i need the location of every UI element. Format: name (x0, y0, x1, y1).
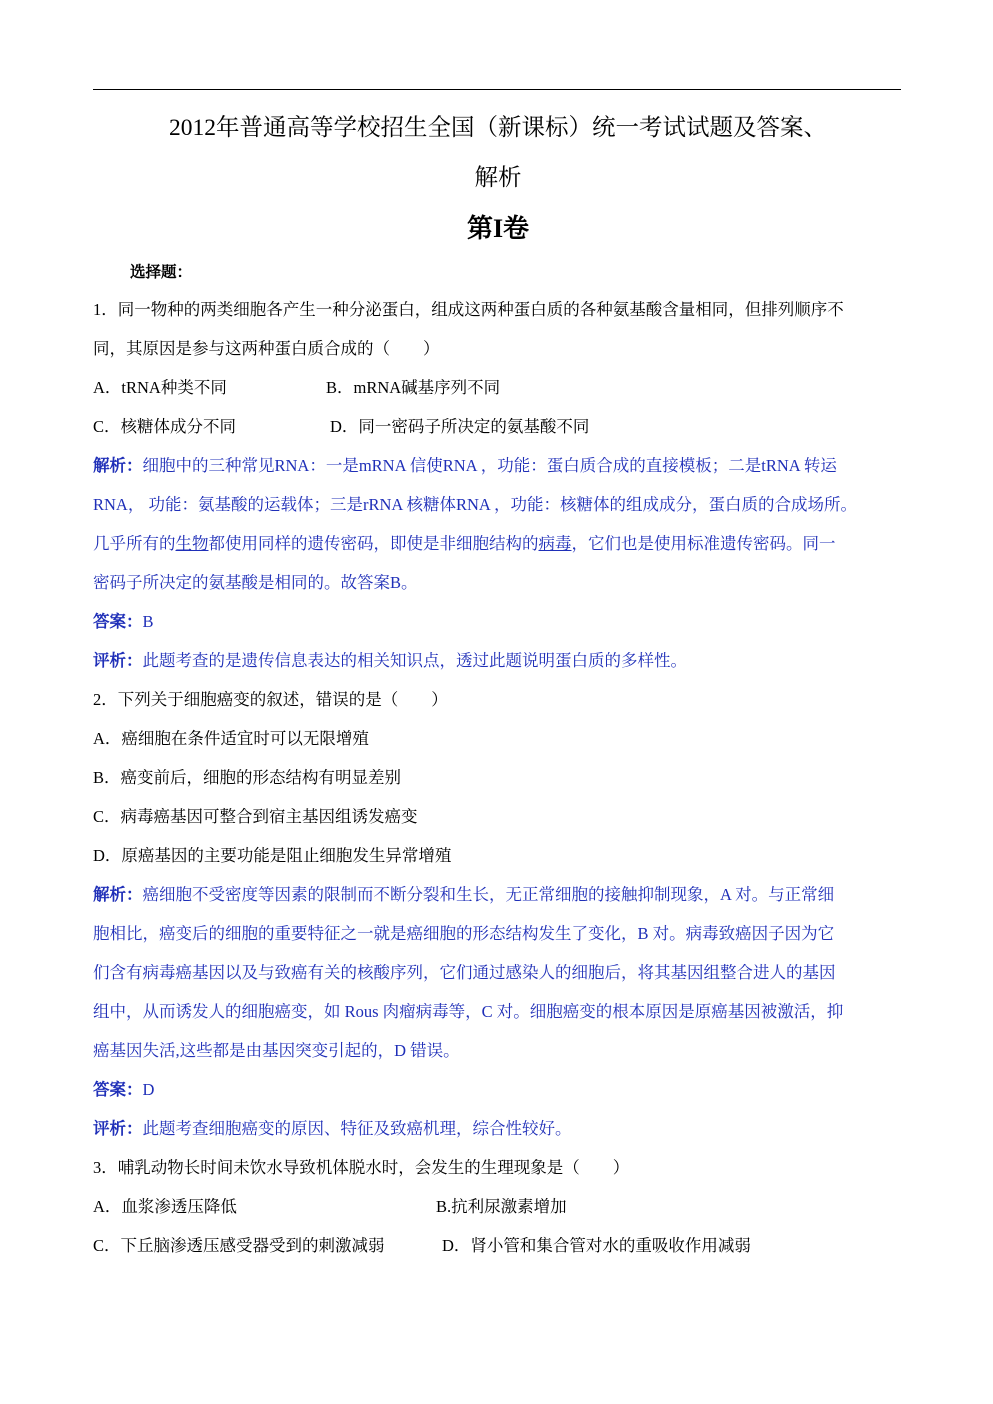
section-label: 选择题： (130, 264, 193, 281)
q2-comment-label: 评析： (93, 1119, 143, 1138)
q1-answer-line (93, 610, 154, 634)
q1-analysis-link-organism[interactable]: 生物 (175, 534, 209, 553)
q1-option-c: C．核糖体成分不同 (93, 417, 237, 436)
q1-stem-line1: 1．同一物种的两类细胞各产生一种分泌蛋白，组成这两种蛋白质的各种氨基酸含量相同，但排列顺序不 (93, 300, 844, 319)
q1-comment-text: 此题考查的是遗传信息表达的相关知识点，透过此题说明蛋白质的多样性。 (142, 651, 687, 670)
q2-analysis-label: 解析： (93, 885, 143, 904)
q1-analysis-line3 (93, 532, 836, 556)
q1-analysis-line2: RNA， 功能：氨基酸的运载体；三是rRNA 核糖体RNA ，功能：核糖体的组成成分，蛋白质的合成场所。 (93, 495, 858, 514)
q1-answer-value: B (142, 612, 154, 631)
doc-title-line1: 2012年普通高等学校招生全国（新课标）统一考试试题及答案、 (169, 115, 827, 141)
q2-option-a: A．癌细胞在条件适宜时可以无限增殖 (93, 729, 369, 748)
q1-option-a: A．tRNA种类不同 (93, 378, 227, 397)
q1-stem-line2: 同，其原因是参与这两种蛋白质合成的（ ） (93, 339, 440, 358)
q2-stem: 2．下列关于细胞癌变的叙述，错误的是（ ） (93, 690, 448, 709)
q1-analysis-text3e: ，它们也是使用标准遗传密码。同一 (571, 534, 836, 553)
q2-comment-line (93, 1117, 572, 1141)
q3-option-b: B.抗利尿激素增加 (436, 1197, 567, 1216)
q2-analysis-line5: 癌基因失活,这些都是由基因突变引起的，D 错误。 (93, 1041, 460, 1060)
q2-answer-line (93, 1078, 154, 1102)
q1-analysis-text3c: 都使用同样的遗传密码，即使是非细胞结构的 (208, 534, 539, 553)
q2-analysis-line4: 组中，从而诱发人的细胞癌变，如 Rous 肉瘤病毒等，C 对。细胞癌变的根本原因是原癌基因被激活，抑 (93, 1002, 844, 1021)
q1-analysis-label: 解析： (93, 456, 143, 475)
q2-answer-label: 答案： (93, 1080, 143, 1099)
q1-comment-label: 评析： (93, 651, 143, 670)
q3-stem: 3．哺乳动物长时间未饮水导致机体脱水时，会发生的生理现象是（ ） (93, 1158, 630, 1177)
q2-answer-value: D (142, 1080, 155, 1099)
q1-option-b: B．mRNA碱基序列不同 (326, 378, 501, 397)
q2-analysis-line2: 胞相比，癌变后的细胞的重要特征之一就是癌细胞的形态结构发生了变化，B 对。病毒致癌因子因为它 (93, 924, 835, 943)
q2-analysis-line1 (93, 883, 834, 907)
q2-option-c: C．病毒癌基因可整合到宿主基因组诱发癌变 (93, 807, 418, 826)
q2-comment-text: 此题考查细胞癌变的原因、特征及致癌机理，综合性较好。 (142, 1119, 572, 1138)
doc-title-line2: 解析 (474, 165, 522, 191)
q3-option-a: A．血浆渗透压降低 (93, 1197, 237, 1216)
volume-heading: 第I卷 (466, 214, 530, 243)
q1-analysis-line1 (93, 454, 837, 478)
q1-answer-label: 答案： (93, 612, 143, 631)
q1-analysis-line4: 密码子所决定的氨基酸是相同的。故答案B。 (93, 573, 418, 592)
q1-analysis-text3a: 几乎所有的 (93, 534, 176, 553)
header-rule (93, 89, 901, 90)
q2-option-d: D．原癌基因的主要功能是阻止细胞发生异常增殖 (93, 846, 452, 865)
q1-comment-line (93, 649, 687, 673)
q2-analysis-line3: 们含有病毒癌基因以及与致癌有关的核酸序列，它们通过感染人的细胞后，将其基因组整合进人的基因 (93, 963, 836, 982)
q1-analysis-link-virus[interactable]: 病毒 (538, 534, 572, 553)
q2-option-b: B．癌变前后，细胞的形态结构有明显差别 (93, 768, 402, 787)
q3-option-c: C．下丘脑渗透压感受器受到的刺激减弱 (93, 1236, 385, 1255)
q1-option-d: D．同一密码子所决定的氨基酸不同 (330, 417, 590, 436)
q3-option-d: D．肾小管和集合管对水的重吸收作用减弱 (442, 1236, 751, 1255)
q2-analysis-text1: 癌细胞不受密度等因素的限制而不断分裂和生长，无正常细胞的接触抑制现象，A 对。与正常细 (142, 885, 835, 904)
q1-analysis-text1: 细胞中的三种常见RNA：一是mRNA 信使RNA ，功能：蛋白质合成的直接模板；二是tRNA 转运 (142, 456, 837, 475)
